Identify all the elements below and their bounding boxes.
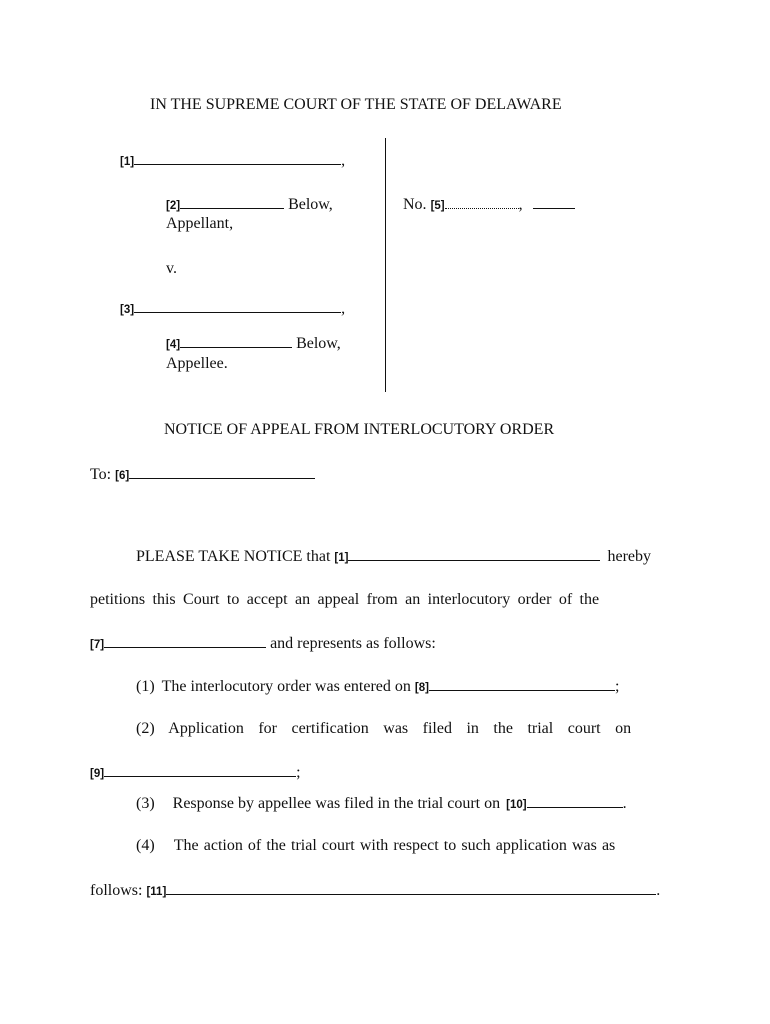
field-marker-8: [8] [414,682,429,694]
appellant-name-field[interactable] [348,546,600,561]
party1-name-field[interactable] [134,150,341,165]
field-marker-6: [6] [115,470,130,482]
item-3-number: (3) [136,795,155,812]
notice-line-3 [90,633,436,655]
party2-name-field[interactable] [134,298,341,313]
caption-divider [385,138,386,392]
case-year-field[interactable] [533,194,575,209]
item-1 [136,676,619,698]
certification-date-field[interactable] [104,762,296,777]
field-marker-10: [10] [506,799,527,811]
appellee-label: Appellee. [166,355,228,372]
to-line [90,464,315,486]
item-2-text: Application for certification was filed in the trial court on [168,720,632,737]
court-title: IN THE SUPREME COURT OF THE STATE OF DELAWARE [150,96,562,113]
item-4-end: . [656,882,661,899]
party2-role-line [166,333,341,355]
notice-line-1 [136,546,651,568]
field-marker-9: [9] [90,768,105,780]
hereby-text: hereby [607,548,651,565]
item-2-end: ; [296,764,301,781]
notice-line-2: petitions this Court to accept an appeal from an interlocutory order of the [90,591,600,608]
item-4 [136,836,615,856]
field-marker-3: [3] [120,304,135,316]
party1-line [120,150,345,172]
case-number-field[interactable] [445,194,519,209]
to-recipient-field[interactable] [129,464,315,479]
trial-court-field[interactable] [104,633,266,648]
case-number-line [403,194,575,216]
versus-label: v. [166,260,177,277]
party1-comma: , [341,152,346,169]
please-take-notice-text: PLEASE TAKE NOTICE that [136,548,331,565]
to-label: To: [90,466,112,483]
notice-title: NOTICE OF APPEAL FROM INTERLOCUTORY ORDER [164,421,555,438]
response-date-field[interactable] [527,793,623,808]
party1-court-below-field[interactable] [180,194,284,209]
field-marker-7: [7] [90,639,105,651]
case-no-label: No. [403,196,427,213]
party2-comma: , [341,300,346,317]
party1-role-line [166,194,333,216]
field-marker-11: [11] [146,886,167,898]
item-1-number: (1) [136,678,155,695]
item-1-text: The interlocutory order was entered on [161,678,411,695]
party2-below-label: Below, [296,335,341,352]
trial-court-action-field[interactable] [166,880,656,895]
item-2 [136,719,631,739]
represents-text: and represents as follows: [270,635,436,652]
item-3-text: Response by appellee was filed in the trial court on [172,795,501,812]
case-no-comma: , [518,196,523,213]
item-2-line-2 [90,762,301,784]
party2-line [120,298,345,320]
party2-court-below-field[interactable] [180,333,292,348]
order-date-field[interactable] [429,676,615,691]
item-1-end: ; [614,678,620,695]
field-marker-1b: [1] [334,552,349,564]
item-4-text: The action of the trial court with respect to such application was as [173,837,616,854]
field-marker-5: [5] [430,200,445,212]
party1-below-label: Below, [288,196,333,213]
item-4-line-2 [90,880,660,902]
item-4-number: (4) [136,837,155,854]
item-3 [136,793,627,815]
follows-label: follows: [90,882,143,899]
item-2-number: (2) [136,720,155,737]
item-3-end: . [622,795,627,812]
field-marker-4: [4] [166,339,181,351]
appellant-label: Appellant, [166,215,234,232]
field-marker-1: [1] [120,156,135,168]
field-marker-2: [2] [166,200,181,212]
